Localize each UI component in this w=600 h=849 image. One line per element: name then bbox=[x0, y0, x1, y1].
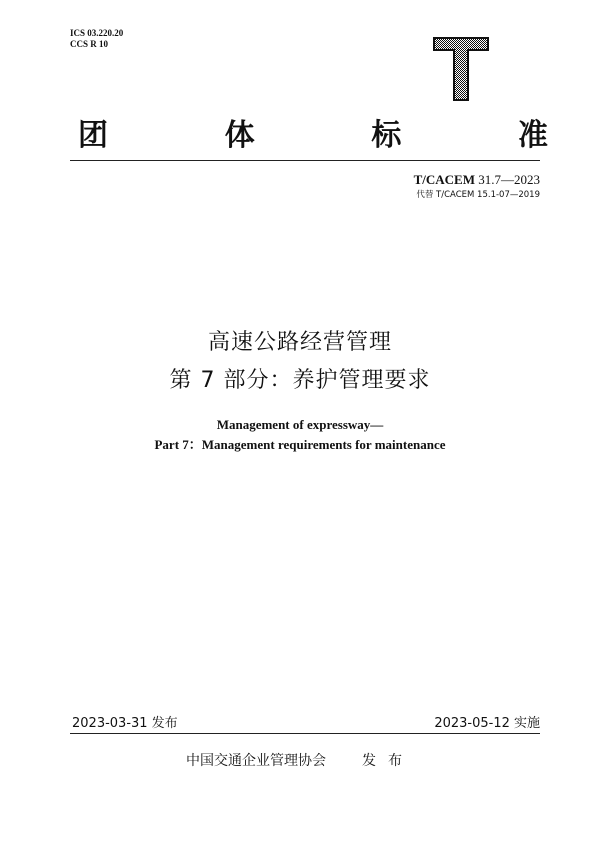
bottom-rule bbox=[70, 733, 540, 734]
title-cn-line1: 高速公路经营管理 bbox=[207, 330, 392, 355]
publisher-name: 中国交通企业管理协会 bbox=[186, 753, 326, 769]
letter-t-logo-icon bbox=[432, 36, 490, 102]
ics-code: ICS 03.220.20 bbox=[70, 28, 124, 38]
top-rule bbox=[70, 160, 540, 161]
standard-number-value: 31.7—2023 bbox=[478, 172, 540, 187]
standard-type-heading bbox=[78, 118, 548, 154]
replaces-standard: 代替 T/CACEM 15.1-07—2019 bbox=[416, 190, 540, 200]
standard-code: T/CACEM bbox=[413, 172, 475, 187]
publisher-verb: 发布 bbox=[362, 753, 414, 769]
title-en-line2: Part 7：Management requirements for maintenance bbox=[154, 437, 446, 452]
title-en-line1: Management of expressway— bbox=[216, 417, 384, 432]
standard-type-logo bbox=[432, 36, 490, 102]
ccs-code: CCS R 10 bbox=[70, 39, 109, 49]
standard-type-char: 准 bbox=[517, 118, 548, 153]
standard-number bbox=[414, 172, 540, 188]
standard-type-char: 团 bbox=[78, 118, 108, 153]
classification-codes bbox=[70, 28, 123, 50]
publisher-line bbox=[0, 750, 600, 770]
standard-type-char: 标 bbox=[371, 118, 402, 153]
title-cn-line2: 第 7 部分：养护管理要求 bbox=[169, 368, 431, 393]
standard-type-char: 体 bbox=[224, 118, 255, 153]
implementation-date: 2023-05-12 实施 bbox=[434, 716, 540, 731]
issue-date: 2023-03-31 发布 bbox=[72, 716, 178, 731]
